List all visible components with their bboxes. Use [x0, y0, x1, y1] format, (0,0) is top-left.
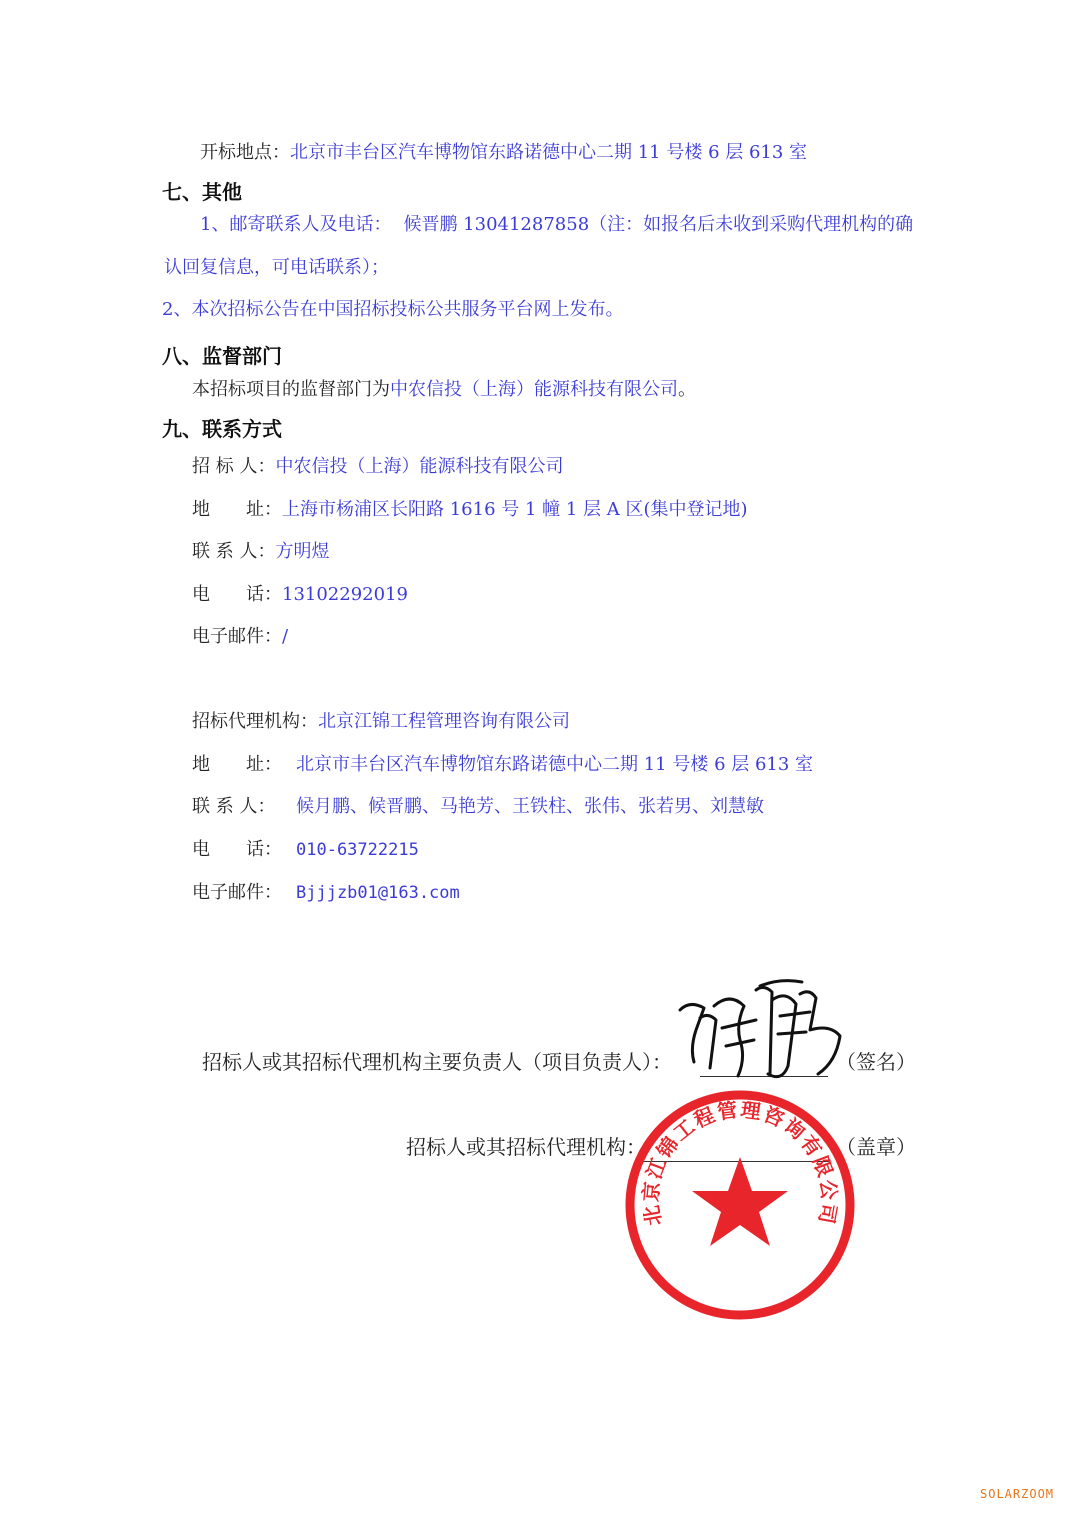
agency-phone-label: 电 话：	[192, 839, 282, 860]
tenderer-email-row	[192, 625, 288, 649]
agency-address-row	[192, 753, 813, 777]
responsible-person-label: 招标人或其招标代理机构主要负责人（项目负责人）：	[202, 1050, 672, 1074]
agency-address-value: 北京市丰台区汽车博物馆东路诺德中心二期 11 号楼 6 层 613 室	[296, 754, 814, 775]
agency-phone-row	[192, 838, 419, 862]
tenderer-phone-value: 13102292019	[282, 584, 408, 605]
opening-location-label: 开标地点：	[200, 142, 290, 163]
section-7-item-2: 2、本次招标公告在中国招标投标公共服务平台网上发布。	[162, 299, 624, 320]
opening-location-line	[200, 141, 807, 165]
official-seal	[620, 1085, 860, 1325]
responsible-person-line	[202, 1048, 672, 1076]
agency-email-value: Bjjjzb01@163.com	[296, 883, 460, 903]
tenderer-address-row	[192, 498, 748, 522]
tenderer-phone-row	[192, 583, 408, 607]
agency-address-label: 地 址：	[192, 754, 282, 775]
section-8-text	[192, 378, 696, 402]
supervisor-suffix: 。	[678, 379, 696, 400]
agency-contact-row	[192, 795, 764, 819]
item-1-contact: 候晋鹏 13041287858	[403, 214, 590, 235]
section-9-heading: 九、联系方式	[162, 417, 282, 441]
svg-text:北京江锦工程管理咨询有限公司: 北京江锦工程管理咨询有限公司	[638, 1097, 842, 1228]
agency-email-row	[192, 881, 460, 905]
agency-phone-value: 010-63722215	[296, 840, 419, 860]
section-8-heading: 八、监督部门	[162, 344, 282, 368]
agency-email-label: 电子邮件：	[192, 882, 282, 903]
tenderer-address-label: 地 址：	[192, 499, 282, 520]
tenderer-contact-value: 方明煜	[275, 541, 330, 562]
section-7-heading: 七、其他	[162, 180, 242, 204]
agency-name-value: 北京江锦工程管理咨询有限公司	[318, 711, 570, 732]
tenderer-email-value: /	[282, 626, 289, 647]
sign-suffix: （签名）	[836, 1050, 916, 1074]
supervisor-prefix: 本招标项目的监督部门为	[192, 379, 390, 400]
item-1-note-a: （注：如报名后未收到采购代理机构的确	[589, 214, 914, 235]
tenderer-phone-label: 电 话：	[192, 584, 282, 605]
tenderer-contact-row	[192, 540, 329, 564]
handwritten-signature	[660, 970, 860, 1100]
agency-name-row	[192, 710, 570, 734]
section-7-item-1-cont: 认回复信息，可电话联系）；	[164, 257, 389, 278]
supervisor-org: 中农信投（上海）能源科技有限公司	[390, 379, 678, 400]
tenderer-address-value: 上海市杨浦区长阳路 1616 号 1 幢 1 层 A 区(集中登记地)	[282, 499, 748, 520]
item-1-prefix: 1、邮寄联系人及电话：	[200, 214, 392, 235]
tenderer-name-label: 招 标 人：	[192, 456, 276, 477]
agency-name-label: 招标代理机构：	[192, 711, 318, 732]
section-7-item-1	[200, 213, 913, 237]
tenderer-name-row	[192, 455, 563, 479]
agency-contact-value: 候月鹏、候晋鹏、马艳芳、王铁柱、张伟、张若男、刘慧敏	[296, 796, 764, 817]
agency-contact-label: 联 系 人：	[192, 796, 276, 817]
tenderer-email-label: 电子邮件：	[192, 626, 282, 647]
opening-location-value: 北京市丰台区汽车博物馆东路诺德中心二期 11 号楼 6 层 613 室	[290, 142, 808, 163]
tenderer-name-value: 中农信投（上海）能源科技有限公司	[275, 456, 564, 477]
tenderer-contact-label: 联 系 人：	[192, 541, 276, 562]
solarzoom-watermark: SOLARZOOM	[980, 1487, 1055, 1501]
seal-suffix: （盖章）	[836, 1135, 916, 1159]
seal-line-label: 招标人或其招标代理机构：	[406, 1135, 646, 1159]
